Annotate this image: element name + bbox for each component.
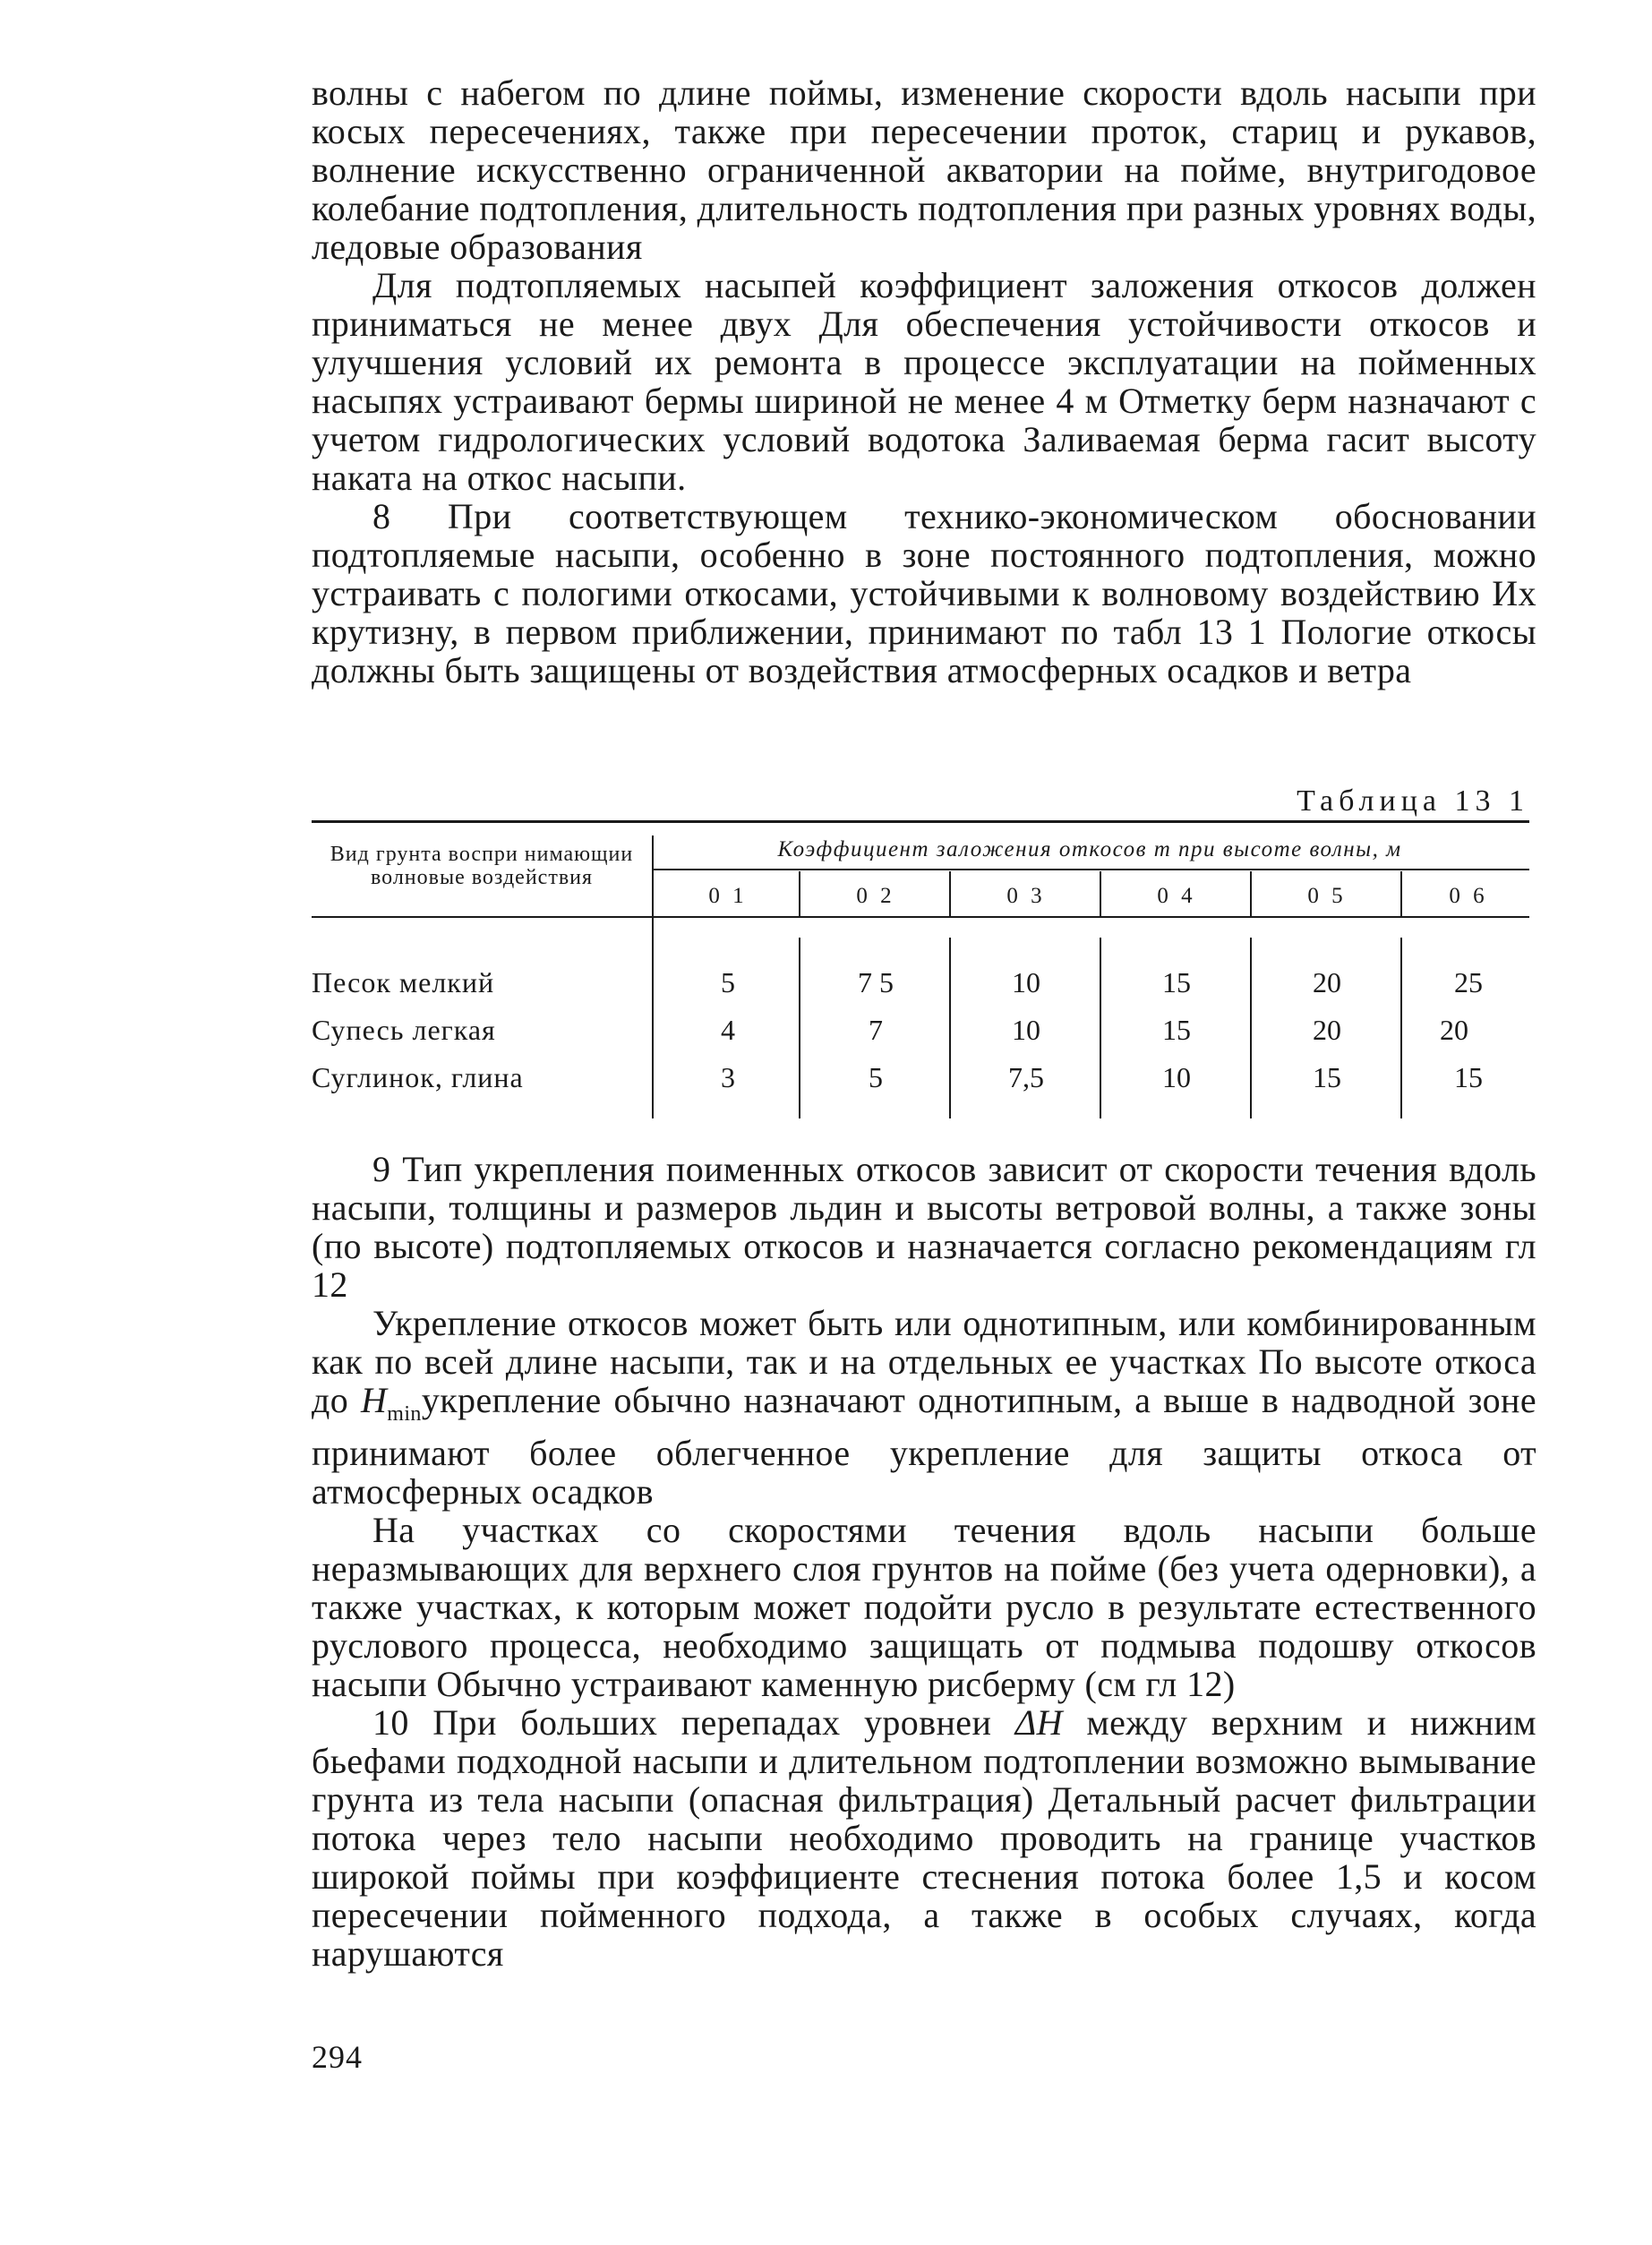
paragraph: волны с набегом по длине поймы, изменение скорости вдоль насыпи при косых пересечениях, также при пересечении проток, стариц и рукавов, волнение искусственно ограниченной акватории на пойме, внутригодовое колебание подтопления, длительность подтопления при разных уровнях воды, ледовые образования bbox=[312, 73, 1536, 267]
paragraph: 9 Тип укрепления поименных откосов зависит от скорости течения вдоль насыпи, толщины и размеров льдин и высоты ветровой волны, а также зоны (по высоте) подтопляемых откосов и назначается согласно рекомендациям гл 12 bbox=[312, 1149, 1536, 1305]
paragraph: Для подтопляемых насыпей коэффициент заложения откосов должен приниматься не менее двух Для обеспечения устойчивости откосов и улучшения условий их ремонта в процессе эксплуатации на пойменных насыпях устраивают бермы шириной не менее 4 м Отметку берм назначают с учетом гидрологических условий водотока Заливаемая берма гасит высоту наката на откос насыпи. bbox=[312, 265, 1536, 498]
table-rule bbox=[949, 871, 951, 916]
table-rule bbox=[652, 869, 1529, 870]
table-cell: 7 5 bbox=[858, 966, 894, 998]
paragraph: 8 При соответствующем технико-экономическом обосновании подтопляемые насыпи, особенно в зоне постоянного подтопления, можно устраивать с пологими откосами, устойчивыми к волновому воздействию Их крутизну, в первом приближении, принимают по табл 13 1 Пологие откосы должны быть защищены от воздействия атмосферных осадков и ветра bbox=[312, 496, 1536, 690]
paragraph: На участках со скоростями течения вдоль насыпи больше неразмывающих для верхнего слоя грунтов на пойме (без учета одерновки), а также участках, к которым может подойти русло в результате естественного руслового процесса, необходимо защищать от подмыва подошву откосов насыпи Обычно устраивают каменную рисберму (см гл 12) bbox=[312, 1510, 1536, 1704]
table-cell: 20 bbox=[1313, 966, 1341, 998]
table-cell: 3 bbox=[721, 1061, 735, 1093]
table-cell: 20 bbox=[1440, 1014, 1468, 1046]
table-caption: Таблица 13 1 bbox=[1297, 784, 1529, 818]
table-cell: 10 bbox=[1012, 966, 1040, 998]
table-cell: 15 bbox=[1454, 1061, 1483, 1093]
table-column-group-header: Коэффициент заложения откосов m при высоте волны, м bbox=[777, 837, 1402, 861]
table-cell: 7,5 bbox=[1008, 1061, 1044, 1093]
table-rule bbox=[1250, 938, 1252, 1118]
table-row-label: Суглинок, глина bbox=[312, 1061, 524, 1093]
table-cell: 5 bbox=[721, 966, 735, 998]
paragraph-text: укрепление обычно назначают однотипным, а выше в надводной зоне принимают более облегченное укрепление для защиты откоса от атмосферных осадков bbox=[312, 1380, 1536, 1512]
wave-height-header: 0 6 bbox=[1449, 884, 1488, 908]
wave-height-header: 0 5 bbox=[1307, 884, 1347, 908]
paragraph bbox=[312, 1304, 1536, 1511]
formula-subscript: min bbox=[387, 1402, 422, 1426]
table-rule bbox=[652, 835, 654, 1118]
table-rule bbox=[1250, 871, 1252, 916]
table-row-label: Песок мелкий bbox=[312, 966, 495, 998]
table-rule bbox=[949, 938, 951, 1118]
table-cell: 25 bbox=[1454, 966, 1483, 998]
wave-height-header: 0 3 bbox=[1006, 884, 1046, 908]
wave-height-header: 0 4 bbox=[1157, 884, 1196, 908]
table-row-header: Вид грунта воспри нимающии волновые воздействия bbox=[330, 843, 634, 889]
paragraph-text: Укрепление откосов может быть или однотипным, или комбинированным как по всей длине насыпи, так и на отдельных ее участках По высоте откоса до bbox=[312, 1303, 1536, 1420]
table-rule bbox=[1100, 938, 1101, 1118]
text-block-top bbox=[312, 73, 1536, 690]
formula-symbol: H bbox=[360, 1380, 388, 1420]
table-rule bbox=[1100, 871, 1101, 916]
wave-height-header: 0 2 bbox=[856, 884, 895, 908]
table-cell: 10 bbox=[1012, 1014, 1040, 1046]
wave-height-header: 0 1 bbox=[708, 884, 748, 908]
table-cell: 5 bbox=[869, 1061, 883, 1093]
page-number: 294 bbox=[312, 2039, 363, 2075]
paragraph-text: между верхним и нижним бьефами подходной насыпи и длительном подтоплении возможно вымывание грунта из тела насыпи (опасная фильтрация) Детальный расчет фильтрации потока через тело насыпи необходимо проводить на границе участков широкой поймы при коэффициенте стеснения потока более 1,5 и косом пересечении пойменного подхода, а также в особых случаях, когда нарушаются bbox=[312, 1702, 1536, 1974]
paragraph bbox=[312, 1703, 1536, 1973]
table-cell: 10 bbox=[1162, 1061, 1191, 1093]
table-cell: 15 bbox=[1162, 966, 1191, 998]
table-rule bbox=[312, 916, 1529, 918]
table-cell: 4 bbox=[721, 1014, 735, 1046]
table-row-label: Супесь легкая bbox=[312, 1014, 496, 1046]
slope-coefficient-table bbox=[312, 820, 1529, 1118]
paragraph-text: 10 При больших перепадах уровнеи bbox=[372, 1702, 1015, 1743]
table-cell: 20 bbox=[1313, 1014, 1341, 1046]
table-cell: 15 bbox=[1313, 1061, 1341, 1093]
table-cell: 7 bbox=[869, 1014, 883, 1046]
formula-symbol: ΔH bbox=[1014, 1702, 1063, 1743]
table-cell: 15 bbox=[1162, 1014, 1191, 1046]
text-block-bottom bbox=[312, 1150, 1536, 1973]
